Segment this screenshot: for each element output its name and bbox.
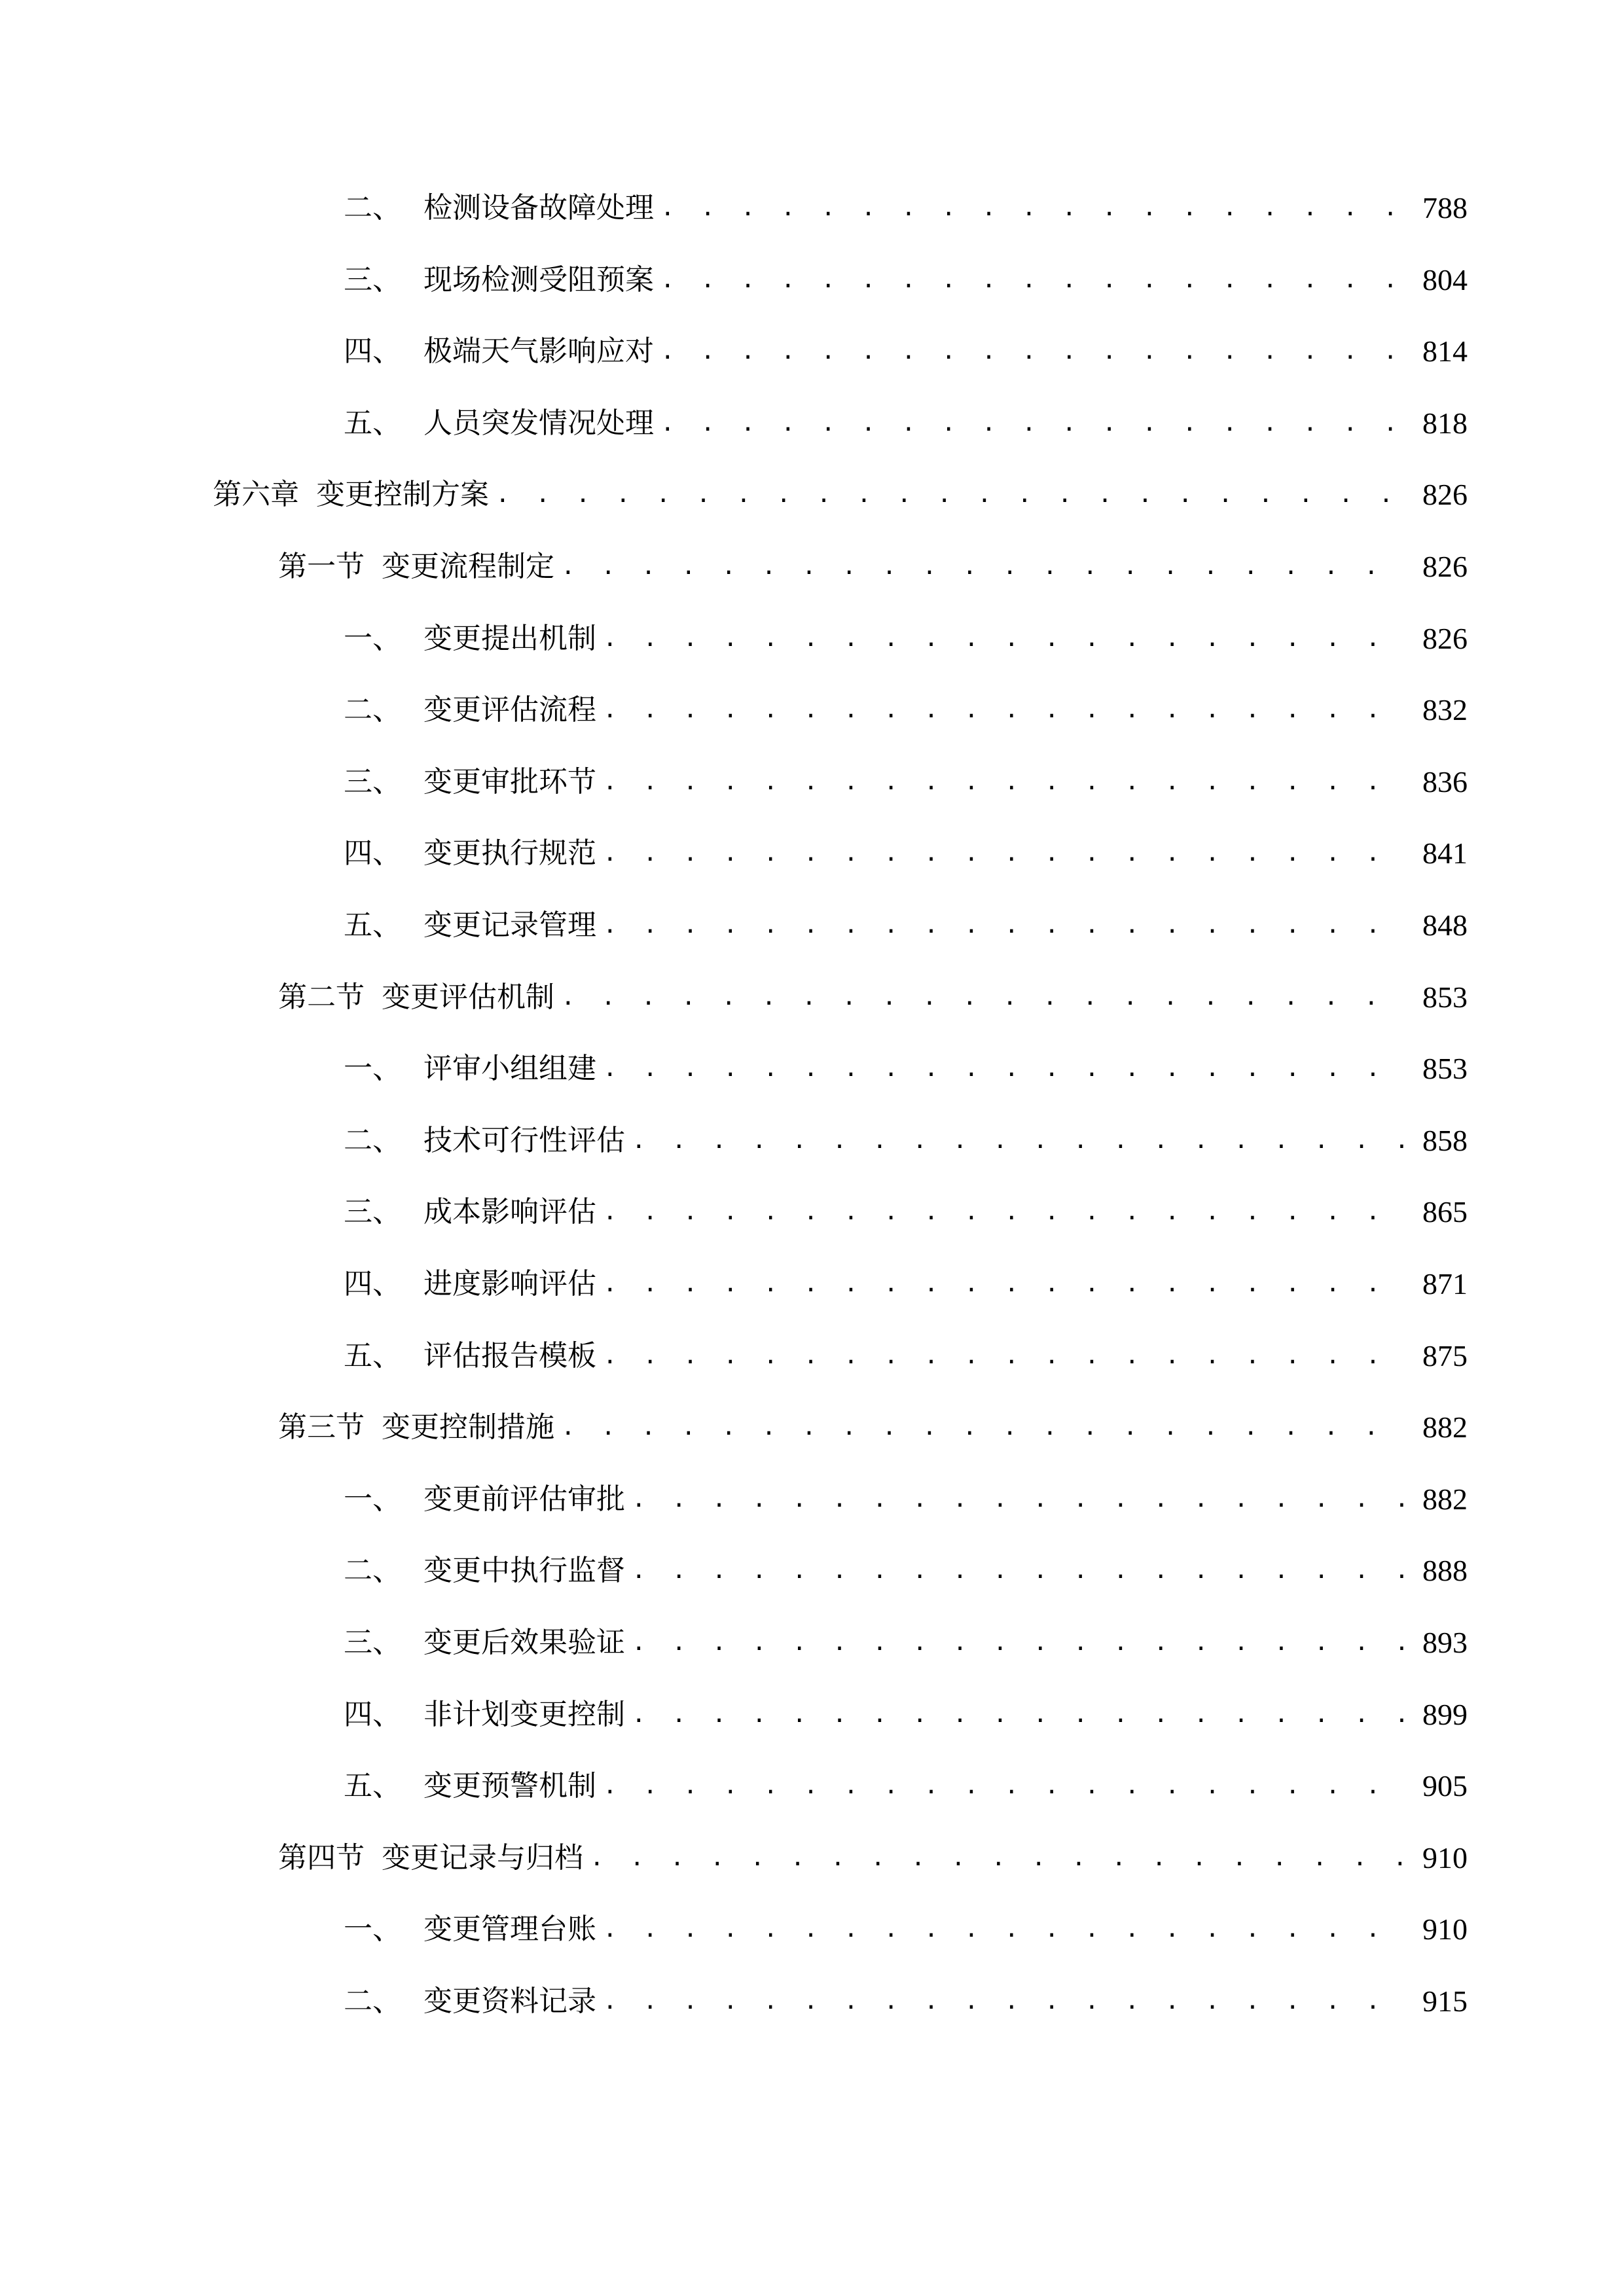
toc-entry-number: 第四节 (278, 1841, 365, 1874)
toc-entry-number: 三、 (344, 1626, 401, 1659)
toc-entry-number: 第二节 (278, 980, 365, 1014)
toc-entry[interactable] (344, 899, 1468, 952)
toc-entry-title: 变更控制方案 (316, 478, 489, 511)
toc-entry-title: 成本影响评估 (424, 1195, 596, 1229)
toc-entry-title: 进度影响评估 (424, 1267, 596, 1300)
toc-entry-page-number: 818 (1422, 406, 1468, 440)
dot-leader (632, 1689, 1403, 1741)
toc-entry-page-number: 899 (1422, 1698, 1468, 1731)
toc-entry-number: 四、 (344, 1698, 401, 1731)
toc-entry[interactable] (278, 541, 1468, 593)
toc-entry-number: 五、 (344, 1339, 401, 1372)
toc-entry-number: 三、 (344, 263, 401, 296)
toc-entry-page-number: 788 (1422, 191, 1468, 224)
toc-entry-title: 变更评估流程 (424, 693, 596, 726)
toc-entry-page-number: 848 (1422, 908, 1468, 942)
toc-entry-number: 二、 (344, 1984, 401, 2018)
toc-entry-number: 第三节 (278, 1410, 365, 1444)
toc-entry-page-number: 841 (1422, 836, 1468, 870)
toc-entry-number: 一、 (344, 1482, 401, 1516)
toc-entry[interactable] (344, 1617, 1468, 1669)
toc-entry-title: 变更前评估审批 (424, 1482, 625, 1516)
toc-entry-title: 变更提出机制 (424, 622, 596, 655)
toc-entry-page-number: 826 (1422, 478, 1468, 511)
toc-entry[interactable] (344, 684, 1468, 736)
toc-entry[interactable] (344, 1186, 1468, 1238)
toc-entry[interactable] (344, 397, 1468, 450)
toc-entry-title: 变更管理台账 (424, 1912, 596, 1946)
dot-leader (603, 684, 1403, 736)
toc-entry-title: 技术可行性评估 (424, 1124, 625, 1157)
toc-entry-page-number: 814 (1422, 334, 1468, 368)
toc-entry[interactable] (344, 1975, 1468, 2028)
toc-entry-number: 一、 (344, 1052, 401, 1085)
toc-entry-title: 变更评估机制 (382, 980, 554, 1014)
dot-leader (603, 756, 1403, 808)
toc-entry[interactable] (344, 182, 1468, 234)
toc-entry-title: 变更审批环节 (424, 765, 596, 798)
dot-leader (632, 1115, 1403, 1167)
toc-entry-page-number: 905 (1422, 1769, 1468, 1803)
toc-entry[interactable] (344, 1545, 1468, 1597)
toc-entry-title: 极端天气影响应对 (424, 334, 654, 368)
toc-entry-number: 二、 (344, 191, 401, 224)
dot-leader (603, 1330, 1403, 1382)
dot-leader (603, 1043, 1403, 1095)
toc-entry-number: 二、 (344, 1554, 401, 1587)
toc-entry-title: 变更执行规范 (424, 836, 596, 870)
toc-entry-title: 变更流程制定 (382, 550, 554, 583)
toc-entry-title: 评审小组组建 (424, 1052, 596, 1085)
toc-entry-page-number: 910 (1422, 1912, 1468, 1946)
toc-entry-number: 五、 (344, 1769, 401, 1803)
toc-entry[interactable] (344, 1473, 1468, 1526)
toc-entry-title: 人员突发情况处理 (424, 406, 654, 440)
dot-leader (603, 899, 1403, 952)
dot-leader (603, 827, 1403, 880)
toc-entry-page-number: 826 (1422, 550, 1468, 583)
dot-leader (561, 971, 1403, 1024)
dot-leader (603, 613, 1403, 665)
toc-entry[interactable] (344, 1689, 1468, 1741)
toc-entry-number: 三、 (344, 1195, 401, 1229)
toc-entry[interactable] (344, 325, 1468, 378)
toc-entry-title: 变更资料记录 (424, 1984, 596, 2018)
toc-entry-page-number: 826 (1422, 622, 1468, 655)
dot-leader (496, 469, 1403, 521)
toc-entry-title: 检测设备故障处理 (424, 191, 654, 224)
toc-entry-number: 一、 (344, 622, 401, 655)
dot-leader (660, 397, 1403, 450)
toc-entry-title: 现场检测受阻预案 (424, 263, 654, 296)
dot-leader (561, 1401, 1403, 1454)
toc-entry-number: 四、 (344, 334, 401, 368)
toc-entry[interactable] (344, 1258, 1468, 1310)
toc-entry[interactable] (344, 1760, 1468, 1812)
toc-entry-page-number: 832 (1422, 693, 1468, 726)
toc-entry-number: 二、 (344, 1124, 401, 1157)
dot-leader (632, 1473, 1403, 1526)
toc-entry[interactable] (344, 756, 1468, 808)
dot-leader (632, 1545, 1403, 1597)
toc-entry[interactable] (344, 827, 1468, 880)
toc-entry-title: 评估报告模板 (424, 1339, 596, 1372)
toc-entry-number: 四、 (344, 1267, 401, 1300)
toc-entry[interactable] (344, 1043, 1468, 1095)
toc-entry-number: 五、 (344, 908, 401, 942)
toc-entry-page-number: 871 (1422, 1267, 1468, 1300)
toc-entry-page-number: 865 (1422, 1195, 1468, 1229)
dot-leader (603, 1258, 1403, 1310)
toc-entry-page-number: 888 (1422, 1554, 1468, 1587)
dot-leader (632, 1617, 1403, 1669)
toc-entry-page-number: 804 (1422, 263, 1468, 296)
dot-leader (603, 1903, 1403, 1956)
dot-leader (561, 541, 1403, 593)
toc-entry[interactable] (278, 1832, 1468, 1884)
toc-entry[interactable] (344, 1903, 1468, 1956)
dot-leader (603, 1760, 1403, 1812)
toc-entry[interactable] (344, 613, 1468, 665)
toc-entry-title: 变更中执行监督 (424, 1554, 625, 1587)
toc-entry-number: 第六章 (213, 478, 299, 511)
toc-entry[interactable] (344, 1330, 1468, 1382)
toc-entry-title: 变更记录与归档 (382, 1841, 583, 1874)
toc-entry[interactable] (344, 1115, 1468, 1167)
toc-entry-page-number: 893 (1422, 1626, 1468, 1659)
toc-entry-number: 五、 (344, 406, 401, 440)
toc-entry-number: 二、 (344, 693, 401, 726)
dot-leader (603, 1186, 1403, 1238)
toc-entry-number: 一、 (344, 1912, 401, 1946)
dot-leader (590, 1832, 1403, 1884)
toc-entry-page-number: 915 (1422, 1984, 1468, 2018)
toc-entry-page-number: 858 (1422, 1124, 1468, 1157)
toc-entry-title: 变更后效果验证 (424, 1626, 625, 1659)
toc-entry[interactable] (278, 971, 1468, 1024)
toc-entry[interactable] (344, 254, 1468, 306)
toc-entry-page-number: 882 (1422, 1482, 1468, 1516)
toc-entry-page-number: 875 (1422, 1339, 1468, 1372)
toc-entry-title: 非计划变更控制 (424, 1698, 625, 1731)
toc-entry-number: 三、 (344, 765, 401, 798)
toc-entry[interactable] (278, 1401, 1468, 1454)
toc-entry-page-number: 853 (1422, 1052, 1468, 1085)
toc-entry-page-number: 882 (1422, 1410, 1468, 1444)
dot-leader (660, 182, 1403, 234)
dot-leader (660, 325, 1403, 378)
toc-entry-title: 变更预警机制 (424, 1769, 596, 1803)
toc-entry-page-number: 853 (1422, 980, 1468, 1014)
toc-entry[interactable] (213, 469, 1468, 521)
toc-entry-page-number: 836 (1422, 765, 1468, 798)
dot-leader (660, 254, 1403, 306)
toc-entry-title: 变更记录管理 (424, 908, 596, 942)
toc-entry-title: 变更控制措施 (382, 1410, 554, 1444)
dot-leader (603, 1975, 1403, 2028)
toc-entry-page-number: 910 (1422, 1841, 1468, 1874)
toc-entry-number: 第一节 (278, 550, 365, 583)
toc-entry-number: 四、 (344, 836, 401, 870)
